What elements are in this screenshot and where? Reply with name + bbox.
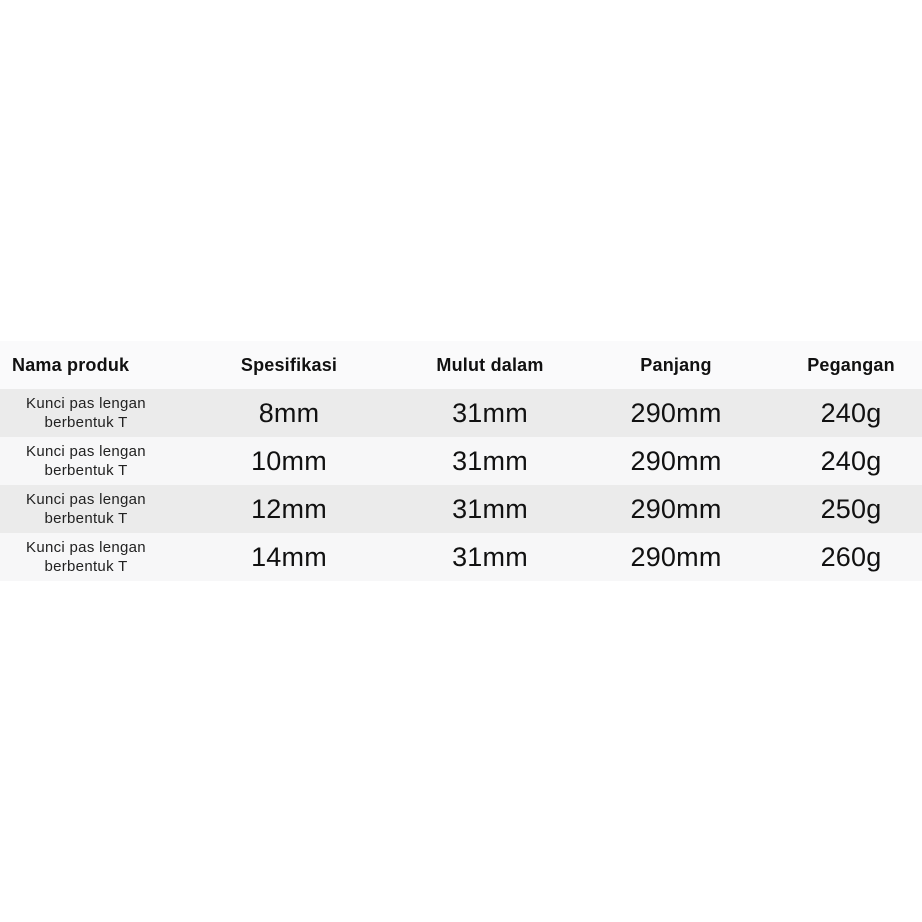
spesifikasi-cell: 8mm xyxy=(258,397,320,428)
product-name-line2: berbentuk T xyxy=(44,558,128,575)
table-row xyxy=(0,437,922,485)
pegangan-cell: 240g xyxy=(820,445,882,476)
mulut-dalam-cell: 31mm xyxy=(452,493,528,524)
spesifikasi-cell: 12mm xyxy=(251,493,327,524)
mulut-dalam-cell: 31mm xyxy=(452,397,528,428)
product-name-line2: berbentuk T xyxy=(44,462,128,479)
pegangan-cell: 250g xyxy=(820,493,882,524)
panjang-cell: 290mm xyxy=(630,397,722,428)
product-name-line2: berbentuk T xyxy=(44,414,128,431)
header-mulut-dalam: Mulut dalam xyxy=(436,354,544,375)
product-name-line1: Kunci pas lengan xyxy=(26,539,146,556)
product-name-cell xyxy=(0,490,170,528)
mulut-dalam-cell: 31mm xyxy=(452,541,528,572)
spesifikasi-cell: 14mm xyxy=(251,541,327,572)
mulut-dalam-cell: 31mm xyxy=(452,445,528,476)
product-name-line1: Kunci pas lengan xyxy=(26,443,146,460)
table-header-row xyxy=(0,341,922,389)
panjang-cell: 290mm xyxy=(630,541,722,572)
header-spesifikasi: Spesifikasi xyxy=(240,354,338,375)
panjang-cell: 290mm xyxy=(630,445,722,476)
table-row xyxy=(0,485,922,533)
product-name-cell xyxy=(0,394,170,432)
spec-table xyxy=(0,341,922,581)
panjang-cell: 290mm xyxy=(630,493,722,524)
product-name-line2: berbentuk T xyxy=(44,510,128,527)
table-row xyxy=(0,533,922,581)
header-nama-produk: Nama produk xyxy=(12,354,130,375)
table-row xyxy=(0,389,922,437)
spesifikasi-cell: 10mm xyxy=(251,445,327,476)
product-name-line1: Kunci pas lengan xyxy=(26,395,146,412)
header-pegangan: Pegangan xyxy=(807,354,895,375)
pegangan-cell: 240g xyxy=(820,397,882,428)
product-name-cell xyxy=(0,442,170,480)
product-name-cell xyxy=(0,538,170,576)
header-panjang: Panjang xyxy=(640,354,712,375)
pegangan-cell: 260g xyxy=(820,541,882,572)
product-name-line1: Kunci pas lengan xyxy=(26,491,146,508)
